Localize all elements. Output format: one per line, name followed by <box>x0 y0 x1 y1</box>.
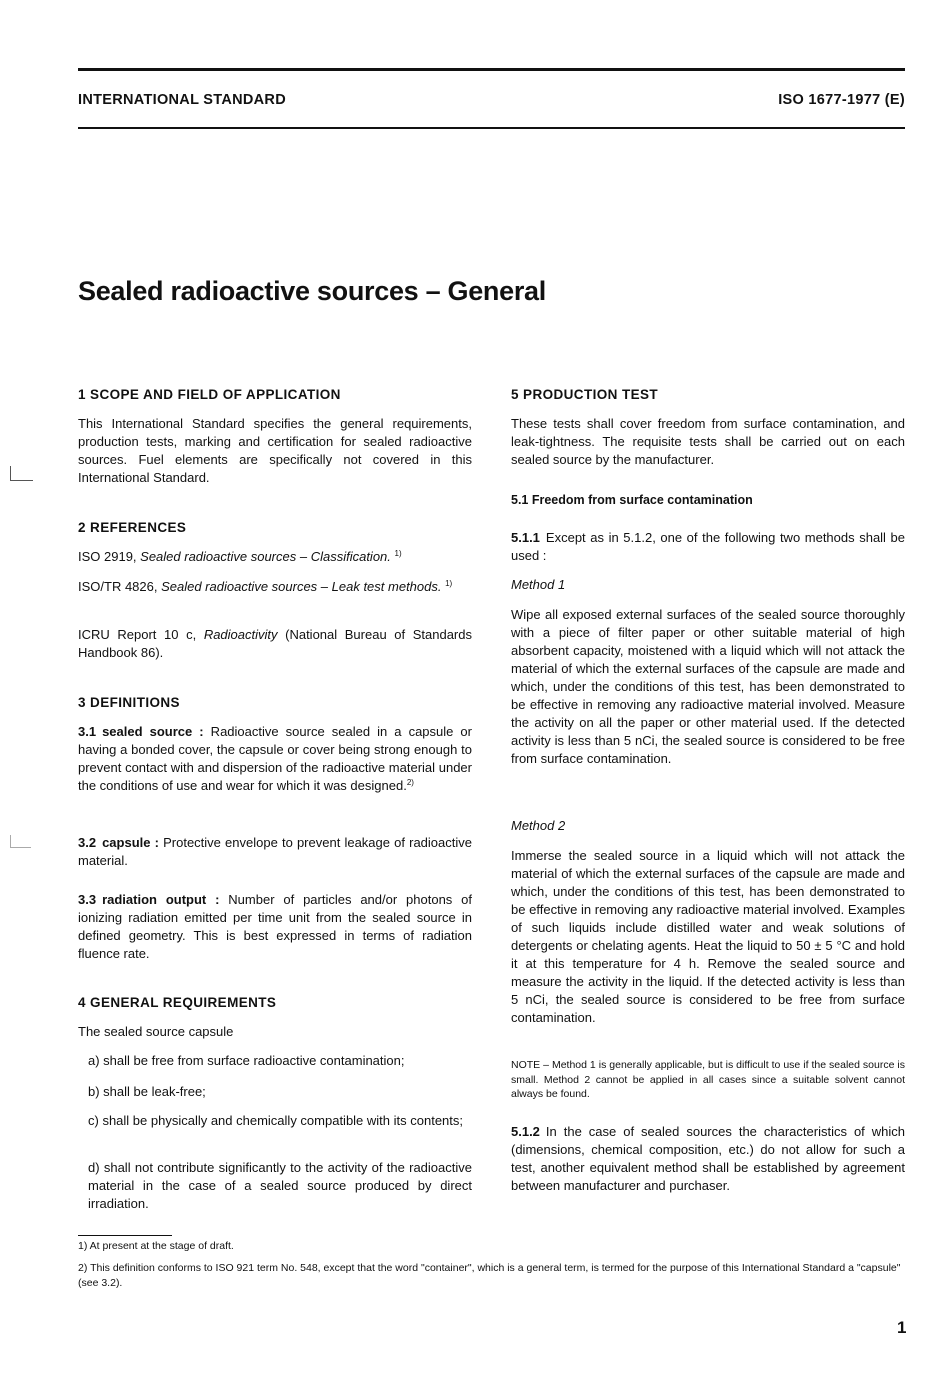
section-1-heading: 1 SCOPE AND FIELD OF APPLICATION <box>78 387 341 402</box>
definition-sealed-source: 3.1 sealed source : Radioactive source sealed in a capsule or having a bonded cover, the capsule or cover being strong enough to prevent contact with and dispersion of the radioactive material under the conditions of use and wear for which it was designed.$^{2)}$ <box>78 724 472 793</box>
section-5-heading: 5 PRODUCTION TEST <box>511 387 659 402</box>
footnote-rule <box>78 1235 172 1236</box>
header-rule <box>78 127 905 129</box>
section-2-heading: 2 REFERENCES <box>78 520 187 535</box>
page-title: Sealed radioactive sources – General <box>78 276 546 306</box>
method-1-label: Method 1 <box>511 577 566 592</box>
requirement-item: c) shall be physically and chemically compatible with its contents; <box>88 1113 464 1128</box>
definition-radiation-output: 3.3 radiation output : Number of particles and/or photons of ionizing radiation emitted per time unit from the sealed source in defined geometry. This is best expressed in terms of radiation fluence rate. <box>78 892 472 961</box>
requirement-item: d) shall not contribute significantly to the activity of the radioactive material in the case of a sealed source produced by direct irradiation. <box>88 1160 472 1211</box>
section-5-text: These tests shall cover freedom from surface contamination, and leak-tightness. The requisite tests shall be carried out on each sealed source by the manufacturer. <box>511 416 905 467</box>
footnote-1: 1) At present at the stage of draft. <box>78 1240 234 1252</box>
section-1-text: This International Standard specifies the general requirements, production tests, marking and certification for sealed radioactive sources. Fuel elements are specifically not covered in this International Standard. <box>78 416 472 485</box>
note: NOTE – Method 1 is generally applicable, but is difficult to use if the sealed source is small. Method 2 cannot be applied in all cases since a suitable solvent cannot always be found. <box>511 1059 905 1100</box>
requirement-item: a) shall be free from surface radioactive contamination; <box>88 1053 405 1068</box>
section-4-intro: The sealed source capsule <box>78 1024 234 1039</box>
footnote-2: 2) This definition conforms to ISO 921 term No. 548, except that the word "container", which is a general term, is termed for the purpose of this International Standard a "capsule" (see 3.2). <box>78 1262 901 1289</box>
method-2-text: Immerse the sealed source in a liquid which will not attack the material of which the external surfaces of the capsule are made and which, under the conditions of this test, has been demonstrated to be effective in removing any radioactive material involved. Examples of such liquids include distilled water and weak solutions of detergents or chelating agents. Heat the liquid to 50 ± 5 °C and hold it at this temperature for 4 h. Remove the sealed source and measure the activity in the liquid. If the detected activity is less than 5 nCi, the sealed source is considered to be free from surface contamination. <box>511 848 905 1025</box>
reference-iso-2919: ISO 2919, Sealed radioactive sources – Classification. $^{1)}$ <box>78 549 402 564</box>
scan-mark <box>10 466 33 481</box>
reference-iso-tr-4826: ISO/TR 4826, Sealed radioactive sources – Leak test methods. $^{1)}$ <box>78 579 453 594</box>
section-3-heading: 3 DEFINITIONS <box>78 695 180 710</box>
clause-5-1-1: 5.1.1 Except as in 5.1.2, one of the following two methods shall be used : <box>511 530 905 563</box>
page-number: 1 <box>897 1318 907 1337</box>
method-1-text: Wipe all exposed external surfaces of the sealed source thoroughly with a piece of filter paper or other suitable material of high absorbent capacity, moistened with a liquid which will not attack the material of which the external surfaces of the capsule are made and which, under the conditions of this test, has been demonstrated to be effective in removing any radioactive material involved. Measure the activity on all the paper or other material used. If the detected activity is less than 5 nCi, the sealed source is considered to be free from surface contamination. <box>511 607 905 766</box>
header-standard-number: ISO 1677-1977 (E) <box>778 92 905 108</box>
scan-mark <box>10 835 31 848</box>
definition-capsule: 3.2 capsule : Protective envelope to prevent leakage of radioactive material. <box>78 835 472 868</box>
section-4-heading: 4 GENERAL REQUIREMENTS <box>78 995 277 1010</box>
clause-5-1-2: 5.1.2 In the case of sealed sources the characteristics of which (dimensions, chemical composition, etc.) do not allow for such a test, another equivalent method shall be established by agreement between manufacturer and purchaser. <box>511 1124 905 1193</box>
top-rule <box>78 68 905 71</box>
method-2-label: Method 2 <box>511 818 566 833</box>
header-standard-type: INTERNATIONAL STANDARD <box>78 92 286 108</box>
reference-icru: ICRU Report 10 c, Radioactivity (National Bureau of Standards Handbook 86). <box>78 627 472 660</box>
section-5-1-heading: 5.1 Freedom from surface contamination <box>511 493 753 507</box>
requirement-item: b) shall be leak-free; <box>88 1084 206 1099</box>
